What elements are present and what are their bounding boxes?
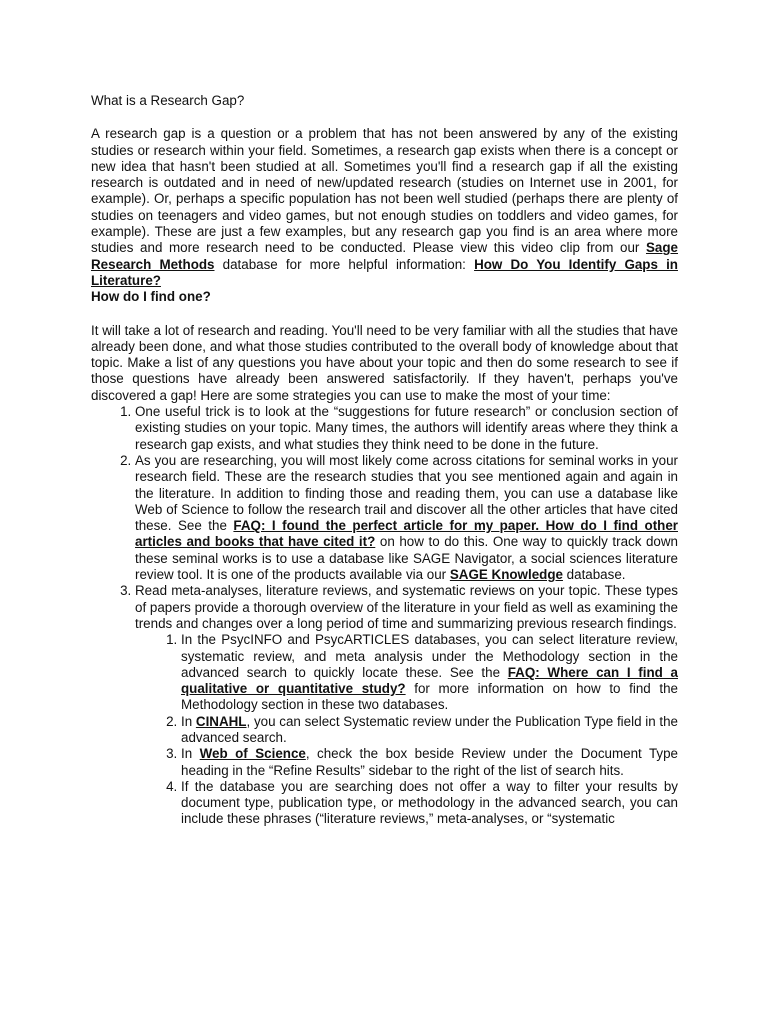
sage-knowledge-link[interactable]: SAGE Knowledge: [449, 567, 563, 583]
cinahl-link[interactable]: CINAHL: [195, 713, 247, 729]
faq-qualitative-quantitative-link[interactable]: FAQ: Where can I find a qualitative or quantitative study?: [181, 664, 678, 697]
psycinfo-tip-text-a: In the PsycINFO and PsycARTICLES databases, you can select literature review, systematic review, and meta analysis under the Methodology section in the advanced search to quickly locate these. See the: [181, 632, 678, 680]
identify-gaps-video-link[interactable]: How Do You Identify Gaps in Literature?: [91, 256, 678, 288]
intro-paragraph: [91, 126, 678, 289]
psycinfo-tip-text-b: for more information on how to find the Methodology section in these two databases.: [181, 681, 678, 713]
list-item: [181, 714, 678, 747]
strategies-list: [91, 404, 678, 828]
strategy-2-text-b: on how to do this. One way to quickly track down these seminal works is to use a database like SAGE Navigator, a social sciences literature review tool. It is one of the products available via our: [135, 534, 678, 583]
strategies-intro-paragraph: It will take a lot of research and reading. You'll need to be very familiar with all the studies that have already been done, and what those studies contributed to the overall body of knowledge about that topic. Make a list of any questions you have about your topic and then do some research to see if those questions have already been answered satisfactorily. If they haven't, perhaps you've discovered a gap! Here are some strategies you can use to make the most of your time:: [91, 322, 678, 403]
list-item: [135, 404, 678, 453]
cinahl-tip-text-b: , you can select Systematic review under the Publication Type field in the advanced search.: [181, 713, 679, 745]
list-item: [135, 583, 678, 827]
sage-research-methods-link[interactable]: Sage Research Methods: [91, 240, 678, 272]
faq-cited-articles-link[interactable]: FAQ: I found the perfect article for my paper. How do I find other articles and books that have cited it?: [135, 518, 678, 550]
database-tips-list: [135, 632, 678, 828]
strategy-2-text-c: database.: [562, 567, 626, 583]
wos-tip-text-b: , check the box beside Review under the Document Type heading in the “Refine Results” sidebar to the right of the list of search hits.: [181, 746, 678, 778]
list-item: [181, 779, 678, 828]
list-item: [135, 453, 678, 583]
cinahl-tip-text-a: In: [181, 713, 196, 729]
list-item: [181, 632, 678, 713]
strategy-2-text-a: As you are researching, you will most likely come across citations for seminal works in your research field. These are the research studies that you see mentioned again and again in the literature. In addition to finding those and reading them, you can use a database like Web of Science to follow the research trail and discover all the other articles that have cited these. See the: [135, 452, 678, 534]
section-heading: How do I find one?: [91, 289, 211, 305]
strategy-3-text: Read meta-analyses, literature reviews, and systematic reviews on your topic. These types of papers provide a thorough overview of the literature in your field as well as examining the trends and changes over a long period of time and summarizing previous research findings.: [135, 583, 678, 631]
intro-mid-text: database for more helpful information:: [214, 256, 475, 272]
strategy-1-text: One useful trick is to look at the “suggestions for future research” or conclusion section of existing studies on your topic. Many times, the authors will identify areas where they think a research gap exists, and what studies they think need to be done in the future.: [135, 404, 678, 452]
web-of-science-link[interactable]: Web of Science: [199, 746, 306, 762]
list-item: [181, 746, 678, 779]
wos-tip-text-a: In: [181, 746, 200, 762]
intro-text: A research gap is a question or a problem that has not been answered by any of the existing studies or research within your field. Sometimes, a research gap exists when there is a concept or new idea that hasn't been studied at all. Sometimes you'll find a research gap if all the existing research is outdated and in need of new/updated research (studies on Internet use in 2001, for example). Or, perhaps a specific population has not been well studied (perhaps there are plenty of studies on teenagers and video games, but not enough studies on toddlers and video games, for example). These are just a few examples, but any research gap you find is an area where more studies and more research need to be conducted. Please view this video clip from our: [91, 126, 678, 256]
page-title: What is a Research Gap?: [91, 93, 245, 108]
filter-tip-text: If the database you are searching does not offer a way to filter your results by document type, publication type, or methodology in the advanced search, you can include these phrases (“literature reviews,” meta-analyses, or “systematic: [181, 778, 678, 827]
